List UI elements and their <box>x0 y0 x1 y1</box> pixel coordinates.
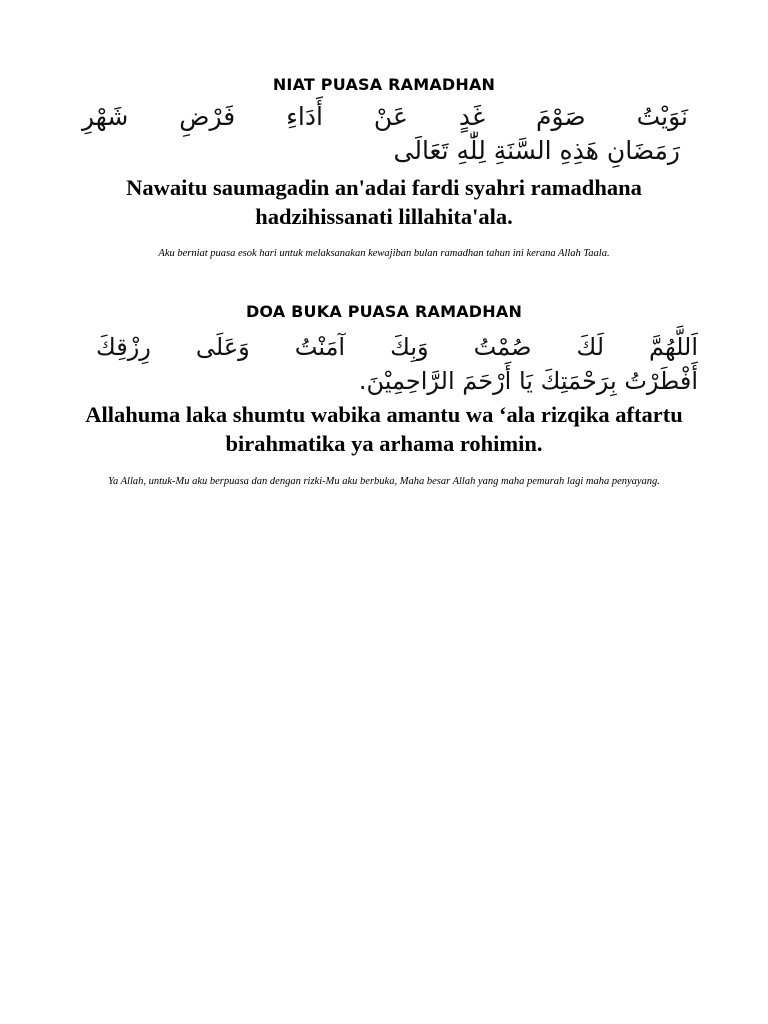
doa-arabic-line-2: أَفْطَرْتُ بِرَحْمَتِكَ يَا أَرْحَمَ الرَّاحِمِيْنَ. <box>358 367 698 395</box>
doa-arabic-text <box>96 330 698 398</box>
niat-transliteration: Nawaitu saumagadin an'adai fardi syahri ramadhana hadzihissanati lillahita'ala. <box>126 175 642 229</box>
doa-heading: DOA BUKA PUASA RAMADHAN <box>245 302 523 321</box>
doa-translation: Ya Allah, untuk-Mu aku berpuasa dan dengan rizki-Mu aku berbuka, Maha besar Allah yang maha pemurah lagi maha penyayang. <box>108 476 660 487</box>
niat-arabic-text <box>82 100 688 168</box>
niat-arabic-line-2: رَمَضَانِ هَذِهِ السَّنَةِ لِلّٰهِ تَعَالَى <box>393 136 680 165</box>
niat-translation: Aku berniat puasa esok hari untuk melaksanakan kewajiban bulan ramadhan tahun ini kerana Allah Taala. <box>158 248 610 259</box>
niat-arabic-line-1: نَوَيْتُ صَوْمَ غَدٍ عَنْ أَدَاءِ فَرْضِ شَهْرِ <box>82 102 688 131</box>
doa-transliteration: Allahuma laka shumtu wabika amantu wa ‘ala rizqika aftartu birahmatika ya arhama rohimin. <box>85 402 683 456</box>
niat-heading: NIAT PUASA RAMADHAN <box>272 75 496 94</box>
doa-arabic-line-1: اَللَّهُمَّ لَكَ صُمْتُ وَبِكَ آمَنْتُ وَعَلَى رِزْقِكَ <box>96 333 698 361</box>
